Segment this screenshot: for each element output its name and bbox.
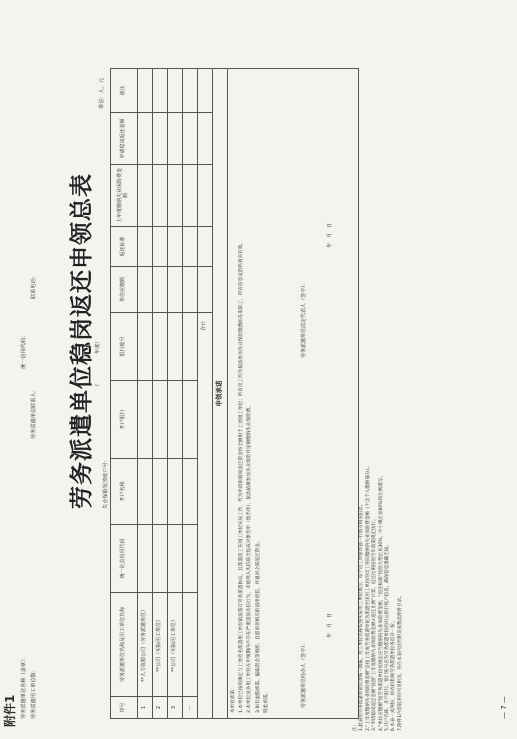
row-unit-name: **人力资源公司（劳务派遣单位） <box>138 593 153 697</box>
row-number: … <box>183 697 198 719</box>
annex-label: 附件1 <box>3 694 17 727</box>
promise-line: 1.本单位已按照规定与上述劳务派遣用工单位依法签订劳务派遣协议，且派遣员工在用工单位实际工作，代为申请的稳岗返还资金将全额用于上述用工单位；所有员工均为依法参加失业保险缴费的在职职工，所有信息及资料真实有效。 <box>239 240 245 713</box>
promise-heading-row <box>213 69 228 719</box>
contact-phone: 联系电话： <box>31 273 37 299</box>
note-line: 5.开户名称、开户银行、银行账号应为劳务派遣单位的对公银行账户信息，确保信息准确无误。 <box>384 542 390 731</box>
col-header: 银行账号 <box>111 313 138 381</box>
promise-row <box>228 69 359 719</box>
note-line: 2."上年度缴纳失业保险费金额"是指上年度劳务派遣单位为派遣至该用工单位的员工实际缴纳的失业保险费金额（不含个人缴纳部分）。 <box>365 463 371 731</box>
date-right: 年 月 日 <box>327 222 333 248</box>
row-number: 2 <box>153 697 168 719</box>
note-line: 6.本表一式两份，经办机构和劳务派遣单位各留存一份。 <box>391 618 397 731</box>
note-line: 3."申请稳岗返还金额"按照"上年度缴纳失业保险费金额×返还比例"计算，返还比例按照当年政策规定执行。 <box>372 516 378 731</box>
row-unit-name: **公司（实际用工单位） <box>153 593 168 697</box>
col-header: 序号 <box>111 697 138 719</box>
notes-label: 注： <box>353 722 358 731</box>
date-left: 年 月 日 <box>327 612 333 638</box>
employer-count: 劳务派遣用工单位数： <box>31 667 37 719</box>
promise-line: 2.本单位及各用工单位在申领期内不存在严重违法失信行为，未被列入失信联合惩戒对象名单（黑名单），依法依规参加失业保险并足额缴纳失业保险费。 <box>247 403 253 713</box>
row-number: 3 <box>168 697 183 719</box>
application-table <box>110 68 359 719</box>
row-unit-name: **公司（实际用工单位） <box>168 593 183 697</box>
col-header: 申请稳岗返还金额 <box>111 113 138 165</box>
sign-legal-rep: 劳务派遣单位法定代表人（签字）： <box>301 280 307 358</box>
form-title: 劳务派遣单位稳岗返还申领总表 <box>68 173 95 509</box>
table-row <box>138 69 153 719</box>
promise-heading: 申领承诺 <box>213 69 228 719</box>
unit-note: 单位：人、元 <box>99 77 105 109</box>
applicant-code: 统一信用代码： <box>21 332 27 369</box>
account-note: 失业保险发放账户号： <box>103 457 109 509</box>
year-suffix: 年度） <box>95 338 101 354</box>
col-header: 返还标准 <box>111 227 138 267</box>
table-row <box>183 69 198 719</box>
table-row <box>168 69 183 719</box>
note-line: 7.附件1内容较多时可另附页，并在本表内注明附页张数及附件目录。 <box>397 593 403 731</box>
col-header: 单位应缴额 <box>111 267 138 313</box>
note-line: 1.此表由劳务派遣单位负责统一填报，用工单位名称按照实际用工单位填写，每个用工单位单独一行填写相关信息。 <box>359 501 365 731</box>
promise-line: 3.如有虚假承诺、骗取资金等情形，自愿承担相应的法律责任，并退回全部返还资金。 <box>255 538 261 713</box>
applicant-name: 劳务派遣单位名称（盖章）： <box>21 654 27 719</box>
table-total-row <box>198 69 213 719</box>
table-row <box>153 69 168 719</box>
note-line: 4."单位应缴额"指劳务派遣单位按规定应当缴纳的失业保险费金额，"返还标准"按照大型企业30%、中小微企业60%的比例填写。 <box>378 473 384 731</box>
total-label: 合计 <box>198 313 213 719</box>
col-header: 劳务派遣单位名称及用工单位名称 <box>111 593 138 697</box>
promise-block <box>228 69 359 719</box>
sign-operator: 劳务派遣单位经办人（签字）： <box>301 640 307 708</box>
promise-line: 特此承诺。 <box>263 690 269 713</box>
year-prefix: （ <box>95 383 101 389</box>
table-header-row <box>111 69 138 719</box>
col-header: 备注 <box>111 69 138 113</box>
footnotes <box>353 31 404 731</box>
promise-line: 本单位承诺： <box>231 685 236 713</box>
col-header: 开户名称 <box>111 459 138 525</box>
row-number: 1 <box>138 697 153 719</box>
col-header: 开户银行 <box>111 381 138 459</box>
contact-person: 劳务派遣单位联系人： <box>31 387 37 439</box>
row-unit-name <box>183 593 198 697</box>
col-header: 统一社会信用代码 <box>111 525 138 593</box>
col-header: 上年度缴纳失业保险费金额 <box>111 165 138 227</box>
page-number: — 7 — <box>500 696 508 719</box>
